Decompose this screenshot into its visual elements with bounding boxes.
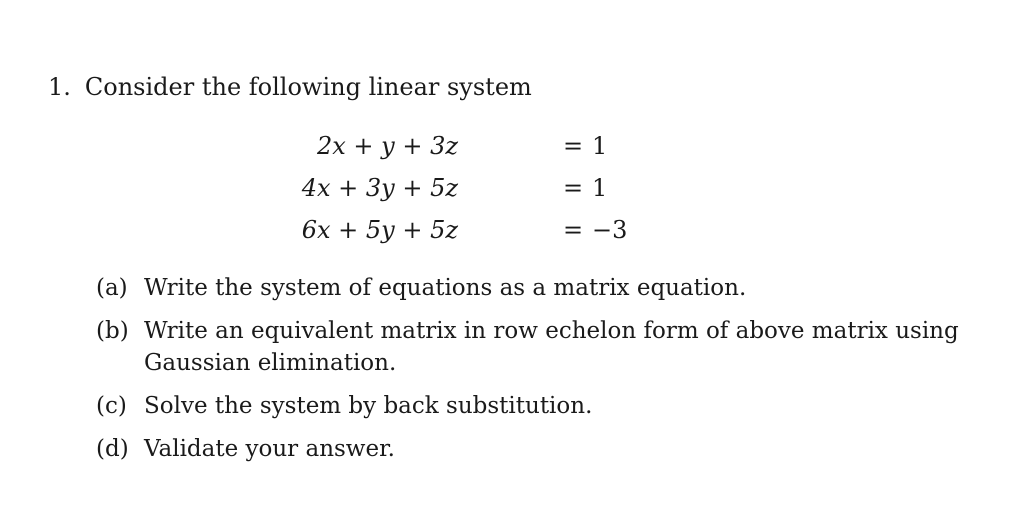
equation-rhs: −3 [592,216,628,244]
sub-question-text: Write an equivalent matrix in row echelon form of above matrix using Gaussian elimination. [144,318,959,376]
problem-number: 1. [48,73,71,101]
sub-question-c [96,390,976,422]
sub-question-label: (a) [96,275,128,301]
equation-rhs: 1 [592,132,608,160]
equation-lhs: 4x + 3y + 5z [301,174,458,202]
equation-row [301,172,660,204]
equals-sign: = [562,174,584,202]
equation-lhs: 2x + y + 3z [316,132,458,160]
equation-rhs: 1 [592,174,608,202]
problem-statement [48,72,532,102]
sub-question-label: (c) [96,393,127,419]
equation-row [316,130,660,162]
equation-row [301,214,660,246]
cropped-previous-line [360,0,660,4]
equation-lhs: 6x + 5y + 5z [301,216,458,244]
sub-question-d [96,433,976,465]
sub-question-list [96,272,976,476]
equals-sign: = [562,132,584,160]
sub-question-a [96,272,976,304]
equals-sign: = [562,216,584,244]
sub-question-text: Write the system of equations as a matrix equation. [144,275,747,301]
problem-intro: Consider the following linear system [84,73,532,101]
sub-question-label: (b) [96,318,129,344]
sub-question-b [96,315,976,379]
sub-question-text: Solve the system by back substitution. [144,393,593,419]
sub-question-text: Validate your answer. [144,436,395,462]
sub-question-label: (d) [96,436,129,462]
